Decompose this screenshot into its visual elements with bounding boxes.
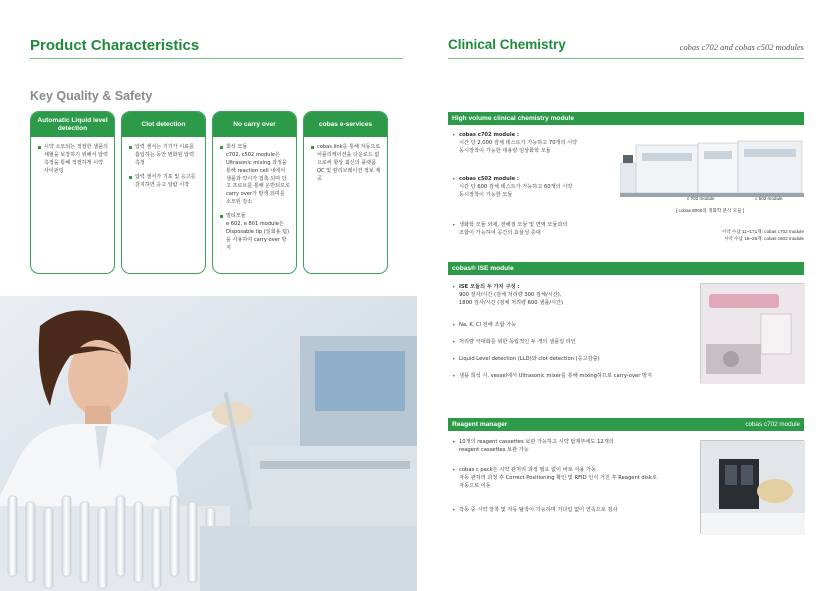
bullet-title: cobas c702 module :: [459, 132, 520, 138]
bullet-line: 1800 검사/시간 (검체 처리량 600 샘플/시간): [459, 300, 564, 307]
bullet-electrolytes: • Na, K, Cl 전해 조합 가능: [452, 321, 692, 329]
right-page-title: Clinical Chemistry: [448, 37, 566, 52]
bullet-line: 동시장착이 가능한 대용량 임상화학 모듈: [459, 148, 551, 155]
section-header-right-text: cobas c702 module: [745, 421, 800, 428]
bullet-ise-config: [452, 283, 692, 307]
reagent-manager-image: [700, 440, 804, 534]
ise-module-image: [700, 283, 804, 383]
test-tube: [134, 502, 143, 582]
card-liquid-level-detection: [30, 111, 115, 274]
test-tube: [44, 508, 53, 588]
card-title: Clot detection: [122, 112, 205, 137]
left-title-rule: [30, 58, 403, 59]
card-title: Automatic Liquid level detection: [31, 112, 114, 137]
test-tube: [8, 496, 17, 576]
image-label-c702: c 702 module: [687, 196, 715, 201]
section-header-text: High volume clinical chemistry module: [452, 115, 575, 122]
test-tube: [152, 508, 161, 588]
test-tube: [26, 502, 35, 582]
card-title: No carry over: [213, 112, 296, 137]
bullet-cobas-c-pack: [452, 466, 702, 490]
section-header-text: Reagent manager: [452, 421, 508, 428]
reagent-note-c702: 시약 수납 11~171개: cobas c702 module: [721, 229, 804, 234]
bullet-line: 조합이 가능하여 공간의 효율성 증대: [459, 230, 541, 237]
bullet-line: 900 검사/시간 (검체 처리량 300 검체/시간),: [459, 292, 562, 299]
test-tube: [188, 502, 197, 582]
test-tube: [170, 496, 179, 576]
reagent-note-c502: 시약 수납 16~28개: cobas c502 module: [723, 236, 804, 241]
bullet-line: 자동 관처리 과정 후 Correct Positioning 확인 및 RFID 인식 거친 후 Reagent disk로: [459, 475, 657, 482]
image-caption: [ cobas 8000의 생화학 분석 모듈 ]: [676, 208, 745, 213]
card-no-carry-over: [212, 111, 297, 274]
key-quality-title: Key Quality & Safety: [30, 89, 153, 103]
card-title: cobas e-services: [304, 112, 387, 137]
bullet-c702: [452, 131, 632, 155]
bullet-c502: [452, 175, 632, 199]
bullet-title: cobas c502 module :: [459, 176, 520, 182]
card-bullet: cobas link를 통해 자동으로 어플리케이션을 다운로드 없으로써 항상 최신의 플랫폼 QC 및 칼리브레이션 정보 제공: [311, 144, 382, 183]
card-paragraph: e 602, e 801 module은 Disposable tip (일회용 팁)을 사용하여 carry over 방지: [226, 221, 290, 251]
test-tube: [98, 508, 107, 588]
bullet-line: cobas c pack은 시약 관처리 과정 필요 없이 바로 사용 가능: [459, 467, 597, 473]
cobas-8000-analyzer-image: [620, 133, 804, 203]
bullet-ultrasonic-mixer: • 샘플 희석 시, vessel에서 Ultrasonic mixer를 통해 mixing하므로 carry-over 방지: [452, 372, 702, 380]
bullet-line: reagent cassettes 보관 가능: [459, 447, 529, 454]
card-bullet: 압력 센서가 기포 및 응고를 감지하면 응고 알람 시작: [129, 174, 200, 190]
right-page-subtitle: cobas c702 and cobas c502 modules: [679, 42, 804, 52]
bullet-reagent-cassettes: [452, 438, 702, 454]
bullet-line: 동시장착이 가능한 모듈: [459, 192, 513, 199]
test-tube: [80, 502, 89, 582]
bullet-title: ISE 모듈의 두 가지 구성 :: [459, 284, 520, 290]
bullet-line: 자동으로 이동: [459, 483, 491, 490]
bullet-sampling-lines: • 처리량 극대화를 위한 독립적인 두 개의 샘플링 라인: [452, 338, 692, 346]
test-tube: [116, 496, 125, 576]
card-bullet: 압력 센서는 기기가 시료를 흡입하는 동안 변화된 압력 측정: [129, 144, 200, 168]
section-header-ise: [448, 262, 804, 275]
test-tube: [62, 496, 71, 576]
bullet-line: 10개의 reagent cassettes 보관 가능하고 시약 탑재부에도 12개의: [459, 439, 614, 445]
bullet-combination: [452, 221, 632, 237]
bullet-line: 시간 당 600 검체 테스트가 가능하고 60개의 시약: [459, 184, 573, 191]
left-page-title: Product Characteristics: [30, 37, 200, 54]
card-cobas-e-services: [303, 111, 388, 274]
card-bullet: 시약 소모되는 적절한 샘플의 채혈을 보장하기 위해서 압력 측정을 통해 적절하게 시약 사이펀링: [38, 144, 109, 176]
section-header-reagent-manager: [448, 418, 804, 431]
section-header-high-volume: [448, 112, 804, 125]
bullet-line: 시간 당 2,000 검체 테스트가 가능하고 70개의 시약: [459, 140, 578, 147]
card-bullet: 멀티모듈: [220, 213, 291, 221]
right-title-rule: [448, 58, 804, 59]
bullet-lld-clot: • Liquid Level detection (LLD)와 clot detection (응고감출): [452, 355, 692, 363]
card-bullet: 희석 모듈: [220, 144, 291, 152]
lab-scientist-photo: [0, 296, 417, 591]
card-paragraph: c702, c502 module은 Ultrasonic mixing 과정을 통해 reaction cell 내에서 샘플과 약시가 접촉 되며 당 고 프로브를 통해 운반되므로 carry over가 발생 되며를 소모된 감소: [226, 151, 290, 206]
bullet-line: 생화학 모듈 외에, 전해질 모듈 및 면역 모듈과의: [459, 222, 568, 228]
image-label-c502: c 502 module: [755, 196, 783, 201]
section-header-text: cobas® ISE module: [452, 265, 514, 272]
card-clot-detection: [121, 111, 206, 274]
bullet-continuous-loading: • 작동 중 시약 장착 및 자동 탈착이 가능하며 기다림 없이 연속으로 검사: [452, 506, 702, 514]
